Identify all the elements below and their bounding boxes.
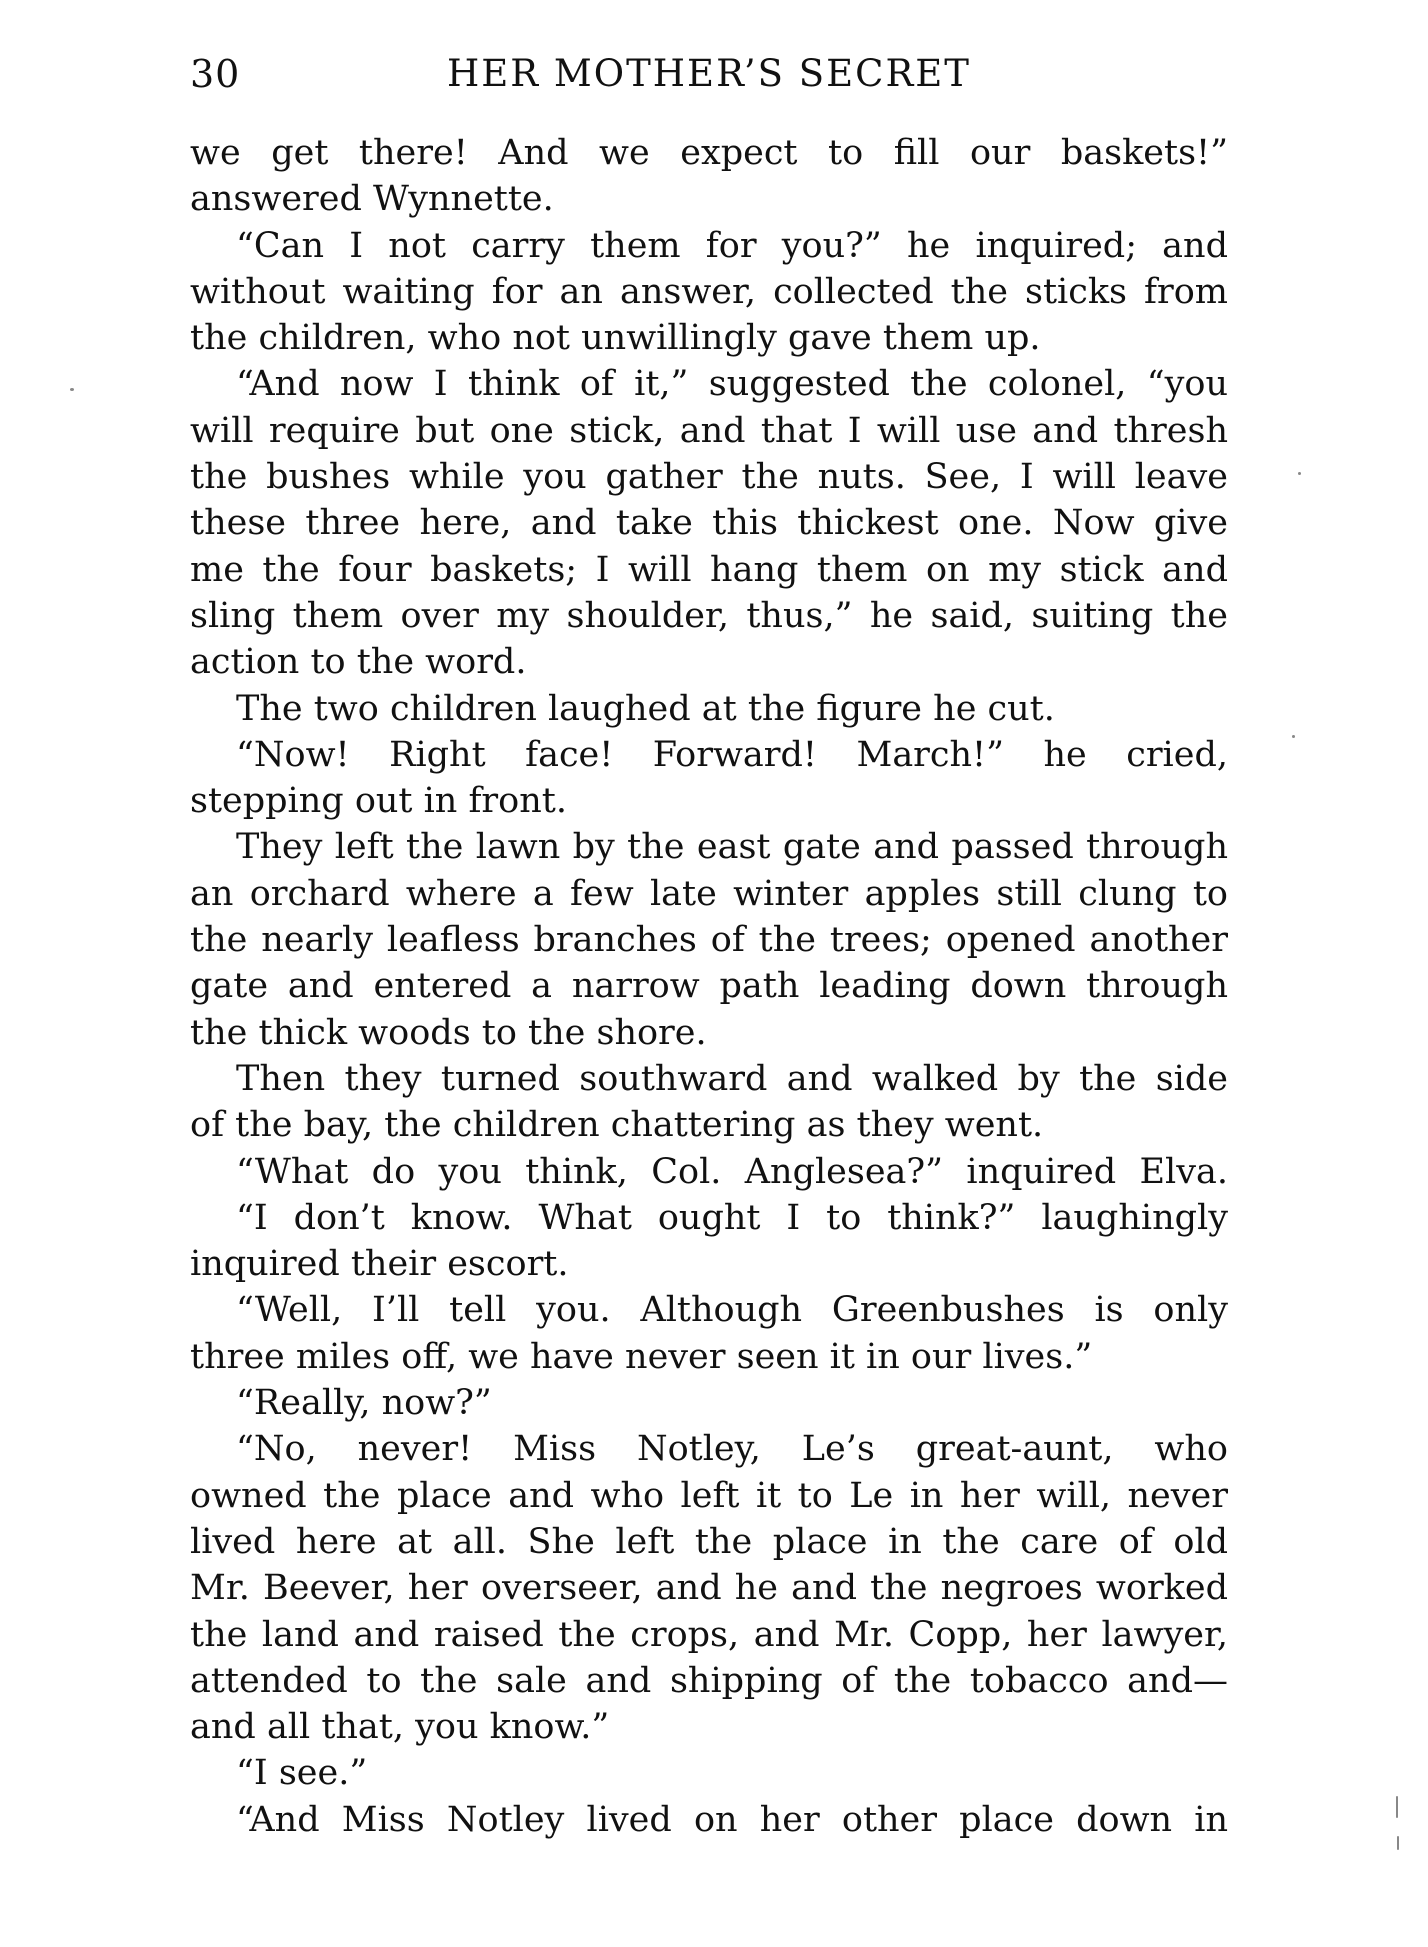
page-number: 30 (190, 52, 241, 96)
text-line: Mr. Beever, her overseer, and he and the negroes worked (190, 1568, 1228, 1609)
text-line: “Well, I’ll tell you. Although Greenbushes is only (236, 1290, 1228, 1331)
text-line: “And Miss Notley lived on her other place down in (236, 1799, 1228, 1840)
scan-speck (1396, 1796, 1398, 1818)
text-line: action to the word. (190, 642, 527, 683)
text-line: the children, who not unwillingly gave them up. (190, 318, 1041, 359)
text-line: lived here at all. She left the place in the care of old (190, 1521, 1228, 1562)
scan-speck (1397, 1836, 1399, 1850)
running-head (190, 48, 1228, 108)
body-text (190, 130, 1228, 1843)
text-line: and all that, you know.” (190, 1707, 610, 1748)
scan-speck (70, 388, 74, 391)
book-title: HER MOTHER’S SECRET (447, 52, 971, 95)
text-line: “Can I not carry them for you?” he inquired; and (236, 225, 1228, 266)
text-line: The two children laughed at the figure he cut. (236, 688, 1055, 729)
text-line: inquired their escort. (190, 1244, 569, 1285)
scan-speck (1292, 735, 1295, 738)
text-line: the nearly leafless branches of the trees; opened another (190, 920, 1228, 961)
text-line: without waiting for an answer, collected the sticks from (190, 271, 1228, 312)
text-line: “Really, now?” (236, 1383, 492, 1424)
text-line: “I don’t know. What ought I to think?” laughingly (236, 1197, 1228, 1238)
text-line: “Now! Right face! Forward! March!” he cried, (236, 734, 1228, 775)
text-line: these three here, and take this thickest one. Now give (190, 503, 1228, 544)
text-line: owned the place and who left it to Le in her will, never (190, 1475, 1228, 1516)
text-line: the bushes while you gather the nuts. See, I will leave (190, 457, 1228, 498)
scan-speck (1298, 472, 1301, 475)
text-line: we get there! And we expect to fill our baskets!” (190, 133, 1228, 173)
text-line: an orchard where a few late winter apples still clung to (190, 873, 1228, 914)
text-line: Then they turned southward and walked by the side (236, 1058, 1228, 1099)
text-line: the land and raised the crops, and Mr. Copp, her lawyer, (190, 1614, 1228, 1655)
text-line: They left the lawn by the east gate and passed through (236, 827, 1228, 868)
text-line: “I see.” (236, 1753, 368, 1794)
text-line: me the four baskets; I will hang them on my stick and (190, 549, 1228, 590)
text-line: “What do you think, Col. Anglesea?” inquired Elva. (236, 1151, 1228, 1192)
text-line: will require but one stick, and that I will use and thresh (190, 410, 1228, 451)
text-line: “And now I think of it,” suggested the colonel, “you (236, 364, 1228, 405)
text-line: answered Wynnette. (190, 179, 554, 220)
text-line: “No, never! Miss Notley, Le’s great-aunt, who (236, 1429, 1228, 1470)
text-line: of the bay, the children chattering as they went. (190, 1105, 1044, 1146)
text-line: sling them over my shoulder, thus,” he said, suiting the (190, 595, 1228, 636)
text-line: attended to the sale and shipping of the tobacco and— (190, 1660, 1228, 1701)
text-line: the thick woods to the shore. (190, 1012, 707, 1053)
text-line: three miles off, we have never seen it in our lives.” (190, 1336, 1093, 1377)
text-line: gate and entered a narrow path leading down through (190, 966, 1228, 1007)
text-line: stepping out in front. (190, 781, 567, 822)
